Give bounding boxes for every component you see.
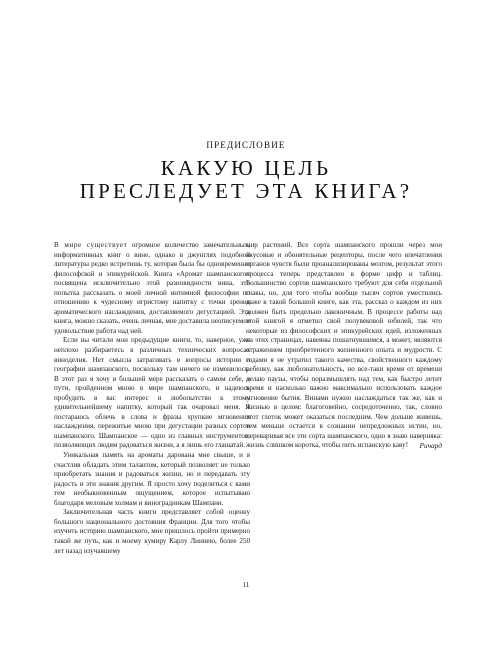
lead-in: В мире существует — [54, 241, 128, 249]
paragraph: Уникальная память на ароматы дарована мне свыше, и я счастлив обладать этим талантом, который позволяет не только приобретать знания и радоваться жизни, но и передавать эту радость и эти знания другим. Я просто хочу поделиться с вами тем необыкновенным ощущением, которое испытываю благодаря меловым холмам и виноградникам Шампани. — [54, 451, 250, 507]
right-column — [246, 241, 442, 451]
paragraph-text: огромное количество замечательных, информативных книг о вине, однако в джунглях подобной литературы редко встретишь ту, которая была бы одновременно философской и эпикурейской. Книга «Аромат шампанского» посвящена исключительно этой разновидности вина, это попытка рассказать о моей личной интимной философии по отношению к чудесному игристому напитку с точки зрения ароматического наслаждения, доставляемого дегустацией. Эта книга, можно сказать, очень личная, мне доставила неописуемое удовольствие работа над ней. — [54, 241, 250, 335]
paragraph — [54, 241, 250, 336]
section-kicker: ПРЕДИСЛОВИЕ — [206, 140, 286, 150]
page-number: 11 — [242, 581, 250, 589]
paragraph: Заключительная часть книги представляет собой оценку большого национального достояния Франции. Для того чтобы изучить историю шампанского, мне пришлось пройти примерно такой же путь, как и моему кумиру Карлу Линнею, более 250 лет назад изучавшему — [54, 508, 250, 555]
chapter-title: КАКУЮ ЦЕЛЬ ПРЕСЛЕДУЕТ ЭТА КНИГА? — [79, 156, 413, 203]
paragraph: Если вы читали мои предыдущие книги, то, наверное, уже неплохо разбираетесь в различных технических вопросах виноделия. Нет смысла затрагивать в вопросы истории и географии шампанского, поскольку там ничего не изменилось. В этот раз я хочу в большей мере рассказать о самом себе, о пути, пройденном мною в мире шампанского, и надеюсь пробудить в вас интерес и любопытство к этому удивительнейшему напитку, который так очаровал меня. Я постараюсь облечь в слова и фразы хрупкие мгновения наслаждения, пережитые мною при дегустации разных сортов шампанского. Шампанское — одно из главных инструментов, позволяющих людям радоваться жизни, а я лишь его глашатай. — [54, 336, 250, 450]
paragraph: мир растений. Все сорта шампанского прошли через мои вкусовые и обонятельные рецепторы, после чего впечатления органов чувств были проанализированы мозгом, результат этого процесса теперь представлен в форме цифр и таблиц. Большинство сортов шампанского требуют для себя отдельной главы, но, для того чтобы вообще тысяч сортов уместились даже в такой большой книге, как эта, рассказ о каждом из них должен быть предельно лаконичным. В процессе работы над этой книгой я отметил свой полувековой юбилей, так что некоторые из философских и эпикурейских идей, изложенных на этих страницах, навеяны пошатнувшимся, а может, являются отражением приобретенного жизненного опыта и мудрости. С годами я не утратил такого качества, свойственного каждому ребенку, как любознательность, но все-таки время от времени делаю паузы, чтобы поразмышлять над тем, как быстро летит время и насколько важно максимально использовать каждое мгновение бытия. Винами нужно наслаждаться так же, как и жизнью в целом: благоговейно, сосредоточенно, так, словно этот глоток может оказаться последним. Чем дольше живешь, тем меньше остается в сознании непредложных истин, но, переваривая все эти сорта шампанского, одно я знаю наверняка: жизнь слишком коротка, чтобы пить испанскую каву! — [246, 241, 442, 450]
left-column — [54, 241, 250, 556]
author-signature: Ричард — [419, 441, 442, 450]
